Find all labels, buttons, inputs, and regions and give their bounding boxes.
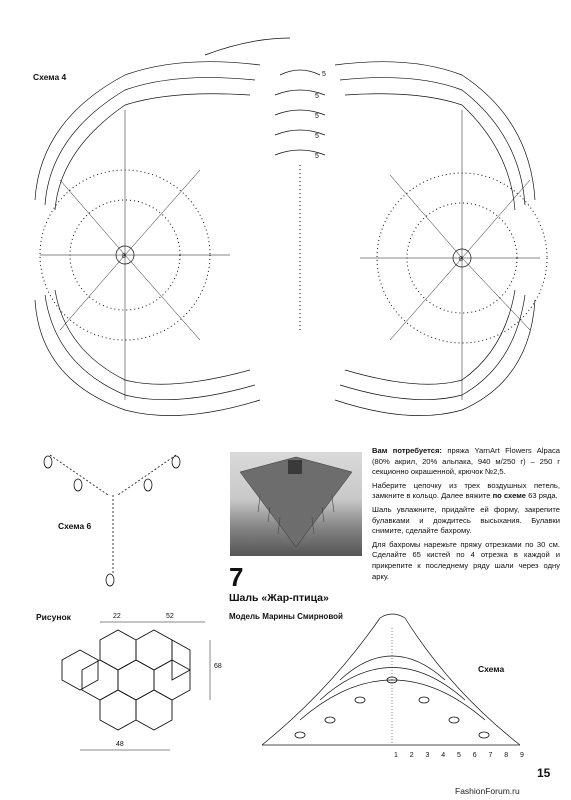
page-number: 15 (537, 766, 551, 780)
instructions-p2-text2: 63 ряда. (526, 491, 558, 501)
scheme6-label: Схема 6 (58, 521, 92, 531)
row-number: 8 (504, 752, 509, 759)
row-number: 3 (425, 752, 430, 759)
instructions-p1-bold: Вам потребуется: (372, 446, 442, 455)
instructions-p4: Для бахромы нарежьте пряжу отрезками по 30 см. Сделайте 65 кистей по 4 отрезка в каждой и прикрепите к последнему ряду шали через одну арку. (372, 539, 560, 581)
row-number: 5 (457, 752, 461, 759)
instructions-p3: Шаль увлажните, придайте ей форму, закрепите булавками и дождитесь высыхания. Булавки снимите, сделайте бахрому. (372, 504, 560, 536)
dim-bottom: 48 (116, 741, 124, 748)
instructions-p1-text: пряжа YarnArt Flowers Alpaca (80% акрил, 20% альпака, 940 м/250 г) – 250 г секционно окрашенной, крючок №2,5. (372, 446, 560, 477)
scheme4-label: Схема 4 (33, 72, 67, 82)
row-number: 1 (394, 752, 398, 759)
watermark: FashionForum.ru (455, 786, 520, 796)
row-number: 6 (472, 752, 477, 759)
row-number: 7 (488, 752, 493, 759)
chart-row-numbers (394, 752, 524, 759)
five-label: 5 (315, 93, 319, 100)
row-number: 4 (441, 752, 446, 759)
five-label: 5 (322, 71, 326, 78)
pattern-model: Модель Марины Смирновой (229, 612, 343, 621)
five-label: 5 (315, 113, 319, 120)
row-number: 2 (409, 752, 414, 759)
ring-label: 8 (122, 253, 126, 260)
dim-top-left: 22 (113, 613, 121, 620)
five-label: 5 (315, 133, 319, 140)
pattern-number: 7 (229, 562, 244, 592)
row-number: 9 (520, 752, 524, 759)
pattern-title: Шаль «Жар-птица» (229, 592, 329, 604)
dim-top-right: 52 (166, 613, 174, 620)
dim-right: 68 (214, 663, 222, 670)
instructions-p2-text: Наберите цепочку из трех воздушных петель, замкните в кольцо. Далее вяжите (372, 480, 560, 501)
instructions-p2-bold: по схеме (492, 491, 527, 501)
ring-label: 8 (459, 256, 463, 263)
shawl-scheme-label: Схема (478, 664, 505, 674)
drawing-label: Рисунок (36, 612, 71, 622)
five-label: 5 (315, 153, 319, 160)
